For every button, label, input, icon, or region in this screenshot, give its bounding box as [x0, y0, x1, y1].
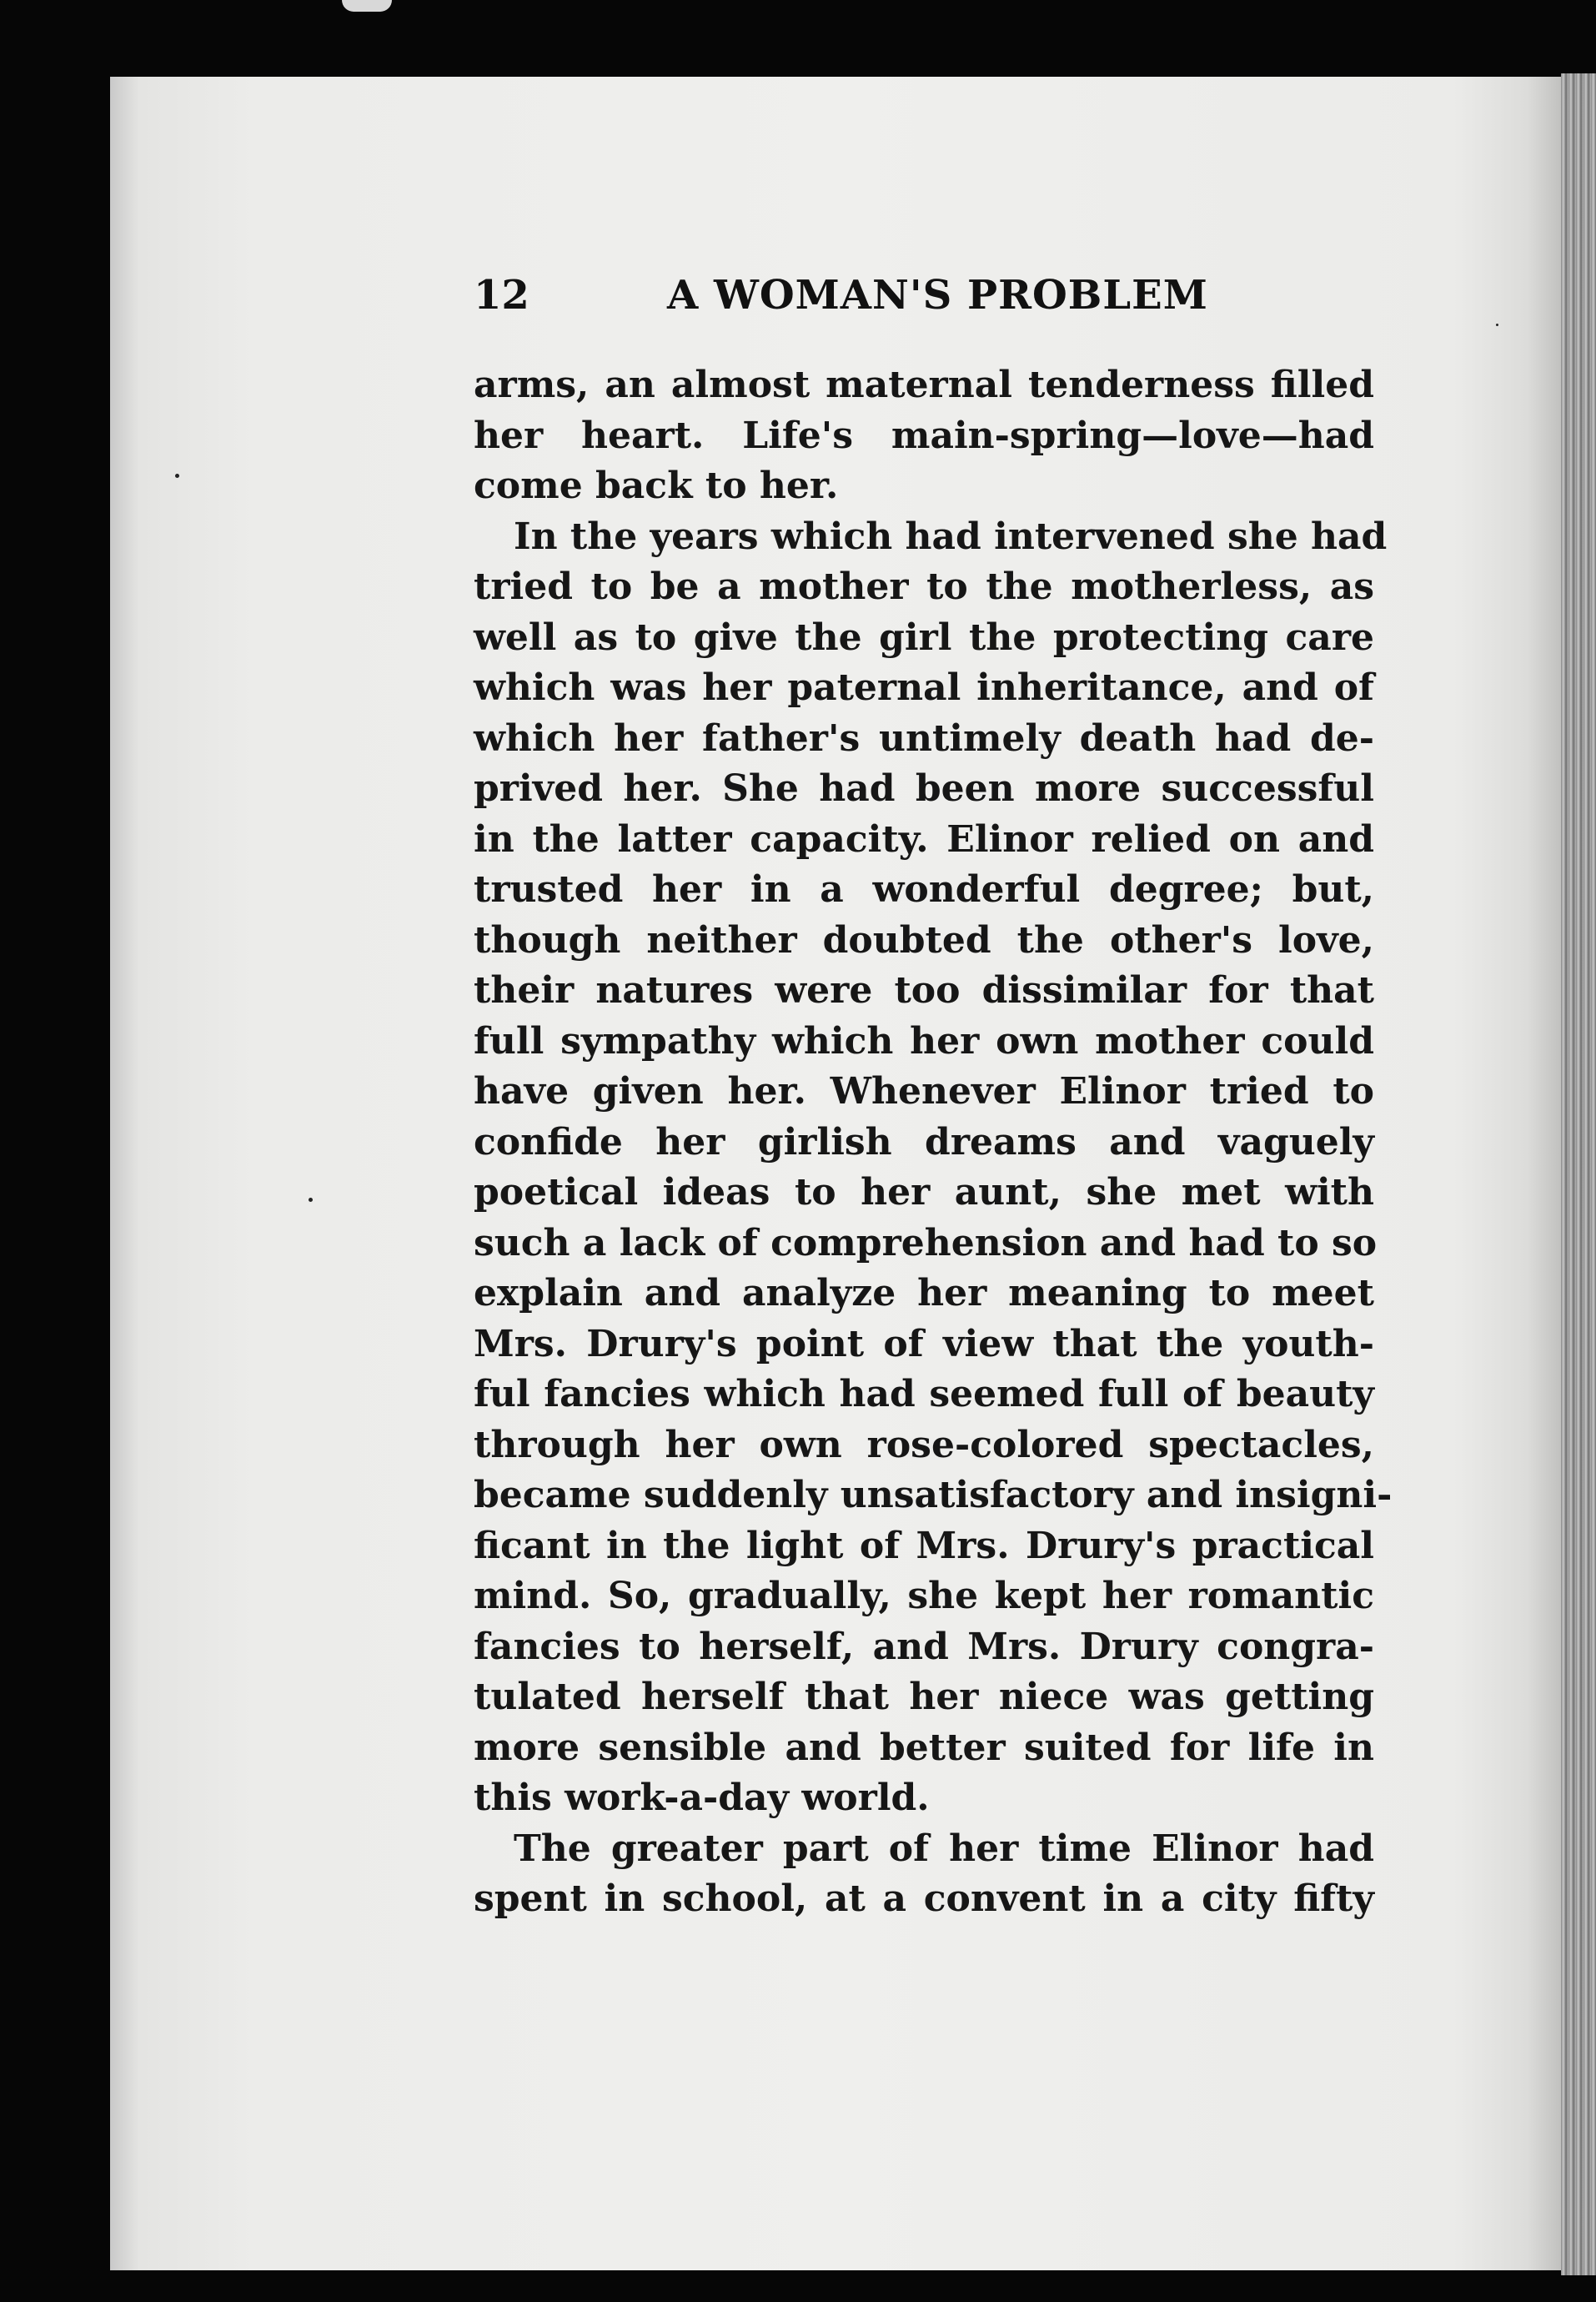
text-line: mind. So, gradually, she kept her romantic: [474, 1575, 1374, 1617]
text-line: In the years which had intervened she had: [514, 515, 1388, 558]
text-line: this work-a-day world.: [474, 1777, 930, 1819]
text-line: in the latter capacity. Elinor relied on and: [474, 817, 1374, 861]
text-line: full sympathy which her own mother could: [474, 1019, 1374, 1063]
speck: [309, 1198, 313, 1202]
body-text: [474, 360, 1393, 1925]
text-line: come back to her.: [474, 465, 839, 507]
text-line: such a lack of comprehension and had to so: [474, 1221, 1378, 1264]
text-line: spent in school, at a convent in a city fifty: [474, 1877, 1374, 1920]
text-line: well as to give the girl the protecting care: [474, 616, 1374, 659]
text-line: through her own rose-colored spectacles,: [474, 1423, 1374, 1466]
text-line: have given her. Whenever Elinor tried to: [474, 1070, 1374, 1113]
text-line: tulated herself that her niece was getting: [474, 1676, 1374, 1718]
running-title: A WOMAN'S PROBLEM: [667, 272, 1208, 319]
text-line: confide her girlish dreams and vaguely: [474, 1120, 1374, 1164]
page-header: [474, 272, 1374, 339]
text-line: explain and analyze her meaning to meet: [474, 1272, 1374, 1314]
page-edge: [1561, 73, 1596, 2275]
text-line: arms, an almost maternal tenderness filled: [474, 364, 1374, 406]
text-line: trusted her in a wonderful degree; but,: [474, 868, 1374, 911]
text-line: tried to be a mother to the motherless, as: [474, 565, 1374, 608]
text-line: fancies to herself, and Mrs. Drury congra-: [474, 1625, 1374, 1668]
scan-artifact: [342, 0, 392, 12]
text-line: their natures were too dissimilar for that: [474, 969, 1374, 1012]
text-line: Mrs. Drury's point of view that the youth-: [474, 1322, 1374, 1365]
text-line: The greater part of her time Elinor had: [514, 1827, 1374, 1870]
text-line: more sensible and better suited for life in: [474, 1726, 1374, 1769]
speck: [1496, 324, 1498, 326]
text-line: which her father's untimely death had de-: [474, 716, 1374, 760]
text-line: ful fancies which had seemed full of beauty: [474, 1373, 1374, 1415]
page-number: 12: [474, 272, 529, 319]
text-line: prived her. She had been more successful: [474, 767, 1374, 810]
text-line: her heart. Life's main-spring—love—had: [474, 414, 1374, 457]
text-line: poetical ideas to her aunt, she met with: [474, 1171, 1374, 1214]
text-line: became suddenly unsatisfactory and insigni-: [474, 1474, 1393, 1516]
text-line: which was her paternal inheritance, and of: [474, 666, 1374, 709]
speck: [175, 474, 179, 478]
text-line: though neither doubted the other's love,: [474, 918, 1374, 962]
text-line: ficant in the light of Mrs. Drury's practical: [474, 1524, 1374, 1567]
